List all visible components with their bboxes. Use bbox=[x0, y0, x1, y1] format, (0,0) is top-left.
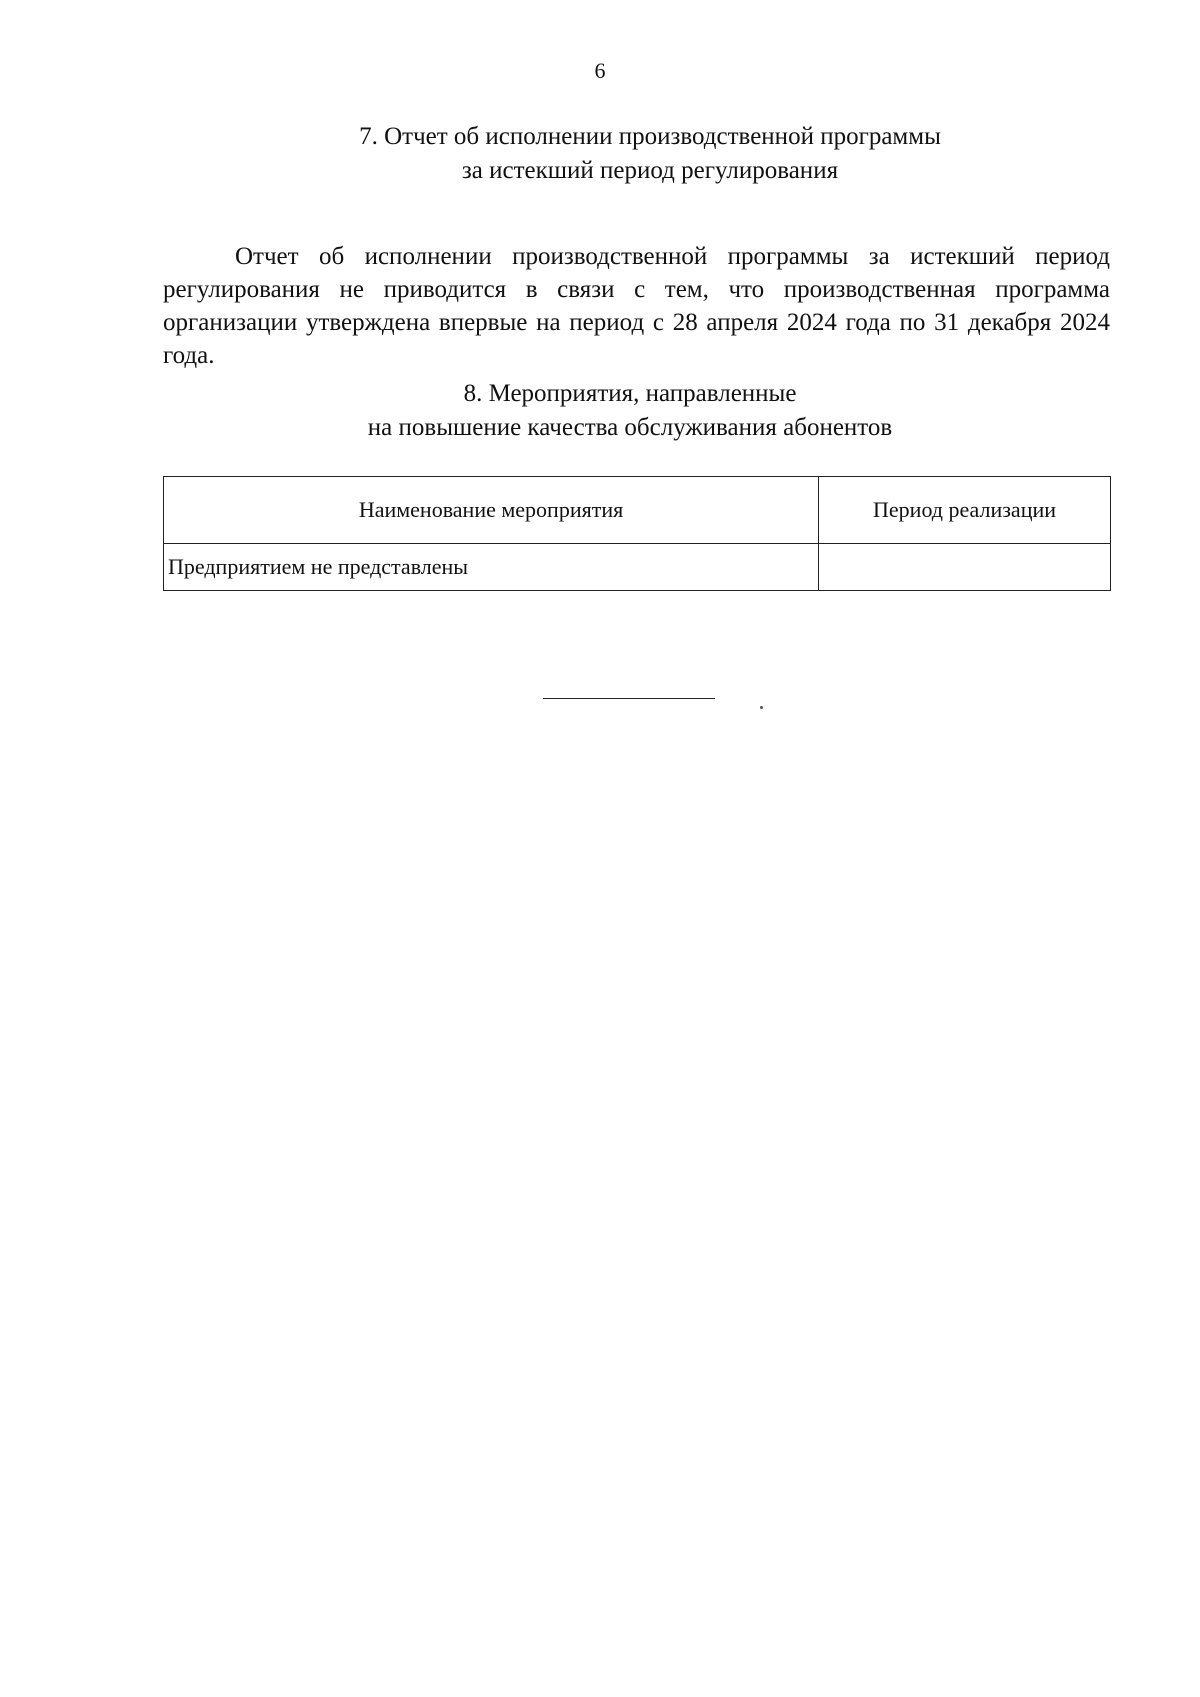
table-header-row bbox=[164, 477, 1111, 544]
section-8-title bbox=[150, 377, 1110, 445]
section-7-title-line-1: 7. Отчет об исполнении производственной программы bbox=[359, 123, 941, 150]
cell-period bbox=[819, 544, 1111, 591]
section-8-title-line-1: 8. Мероприятия, направленные bbox=[463, 380, 797, 407]
section-7-paragraph: Отчет об исполнении производственной программы за истекший период регулирования не приводится в связи с тем, что производственная программа организации утверждена впервые на период с 28 апреля 2024 года по 31 декабря 2024 года. bbox=[163, 243, 1110, 369]
events-table bbox=[163, 476, 1111, 591]
section-7-title-line-2: за истекший период регулирования bbox=[461, 157, 839, 184]
section-7-title bbox=[170, 120, 1130, 188]
header-period: Период реализации bbox=[819, 477, 1111, 544]
scan-speck bbox=[760, 706, 763, 709]
section-8-title-line-2: на повышение качества обслуживания абонентов bbox=[367, 414, 893, 441]
cell-event-name: Предприятием не представлены bbox=[164, 544, 819, 591]
end-divider bbox=[543, 698, 715, 699]
header-event-name: Наименование мероприятия bbox=[164, 477, 819, 544]
page-number: 6 bbox=[594, 58, 606, 83]
table-row bbox=[164, 544, 1111, 591]
